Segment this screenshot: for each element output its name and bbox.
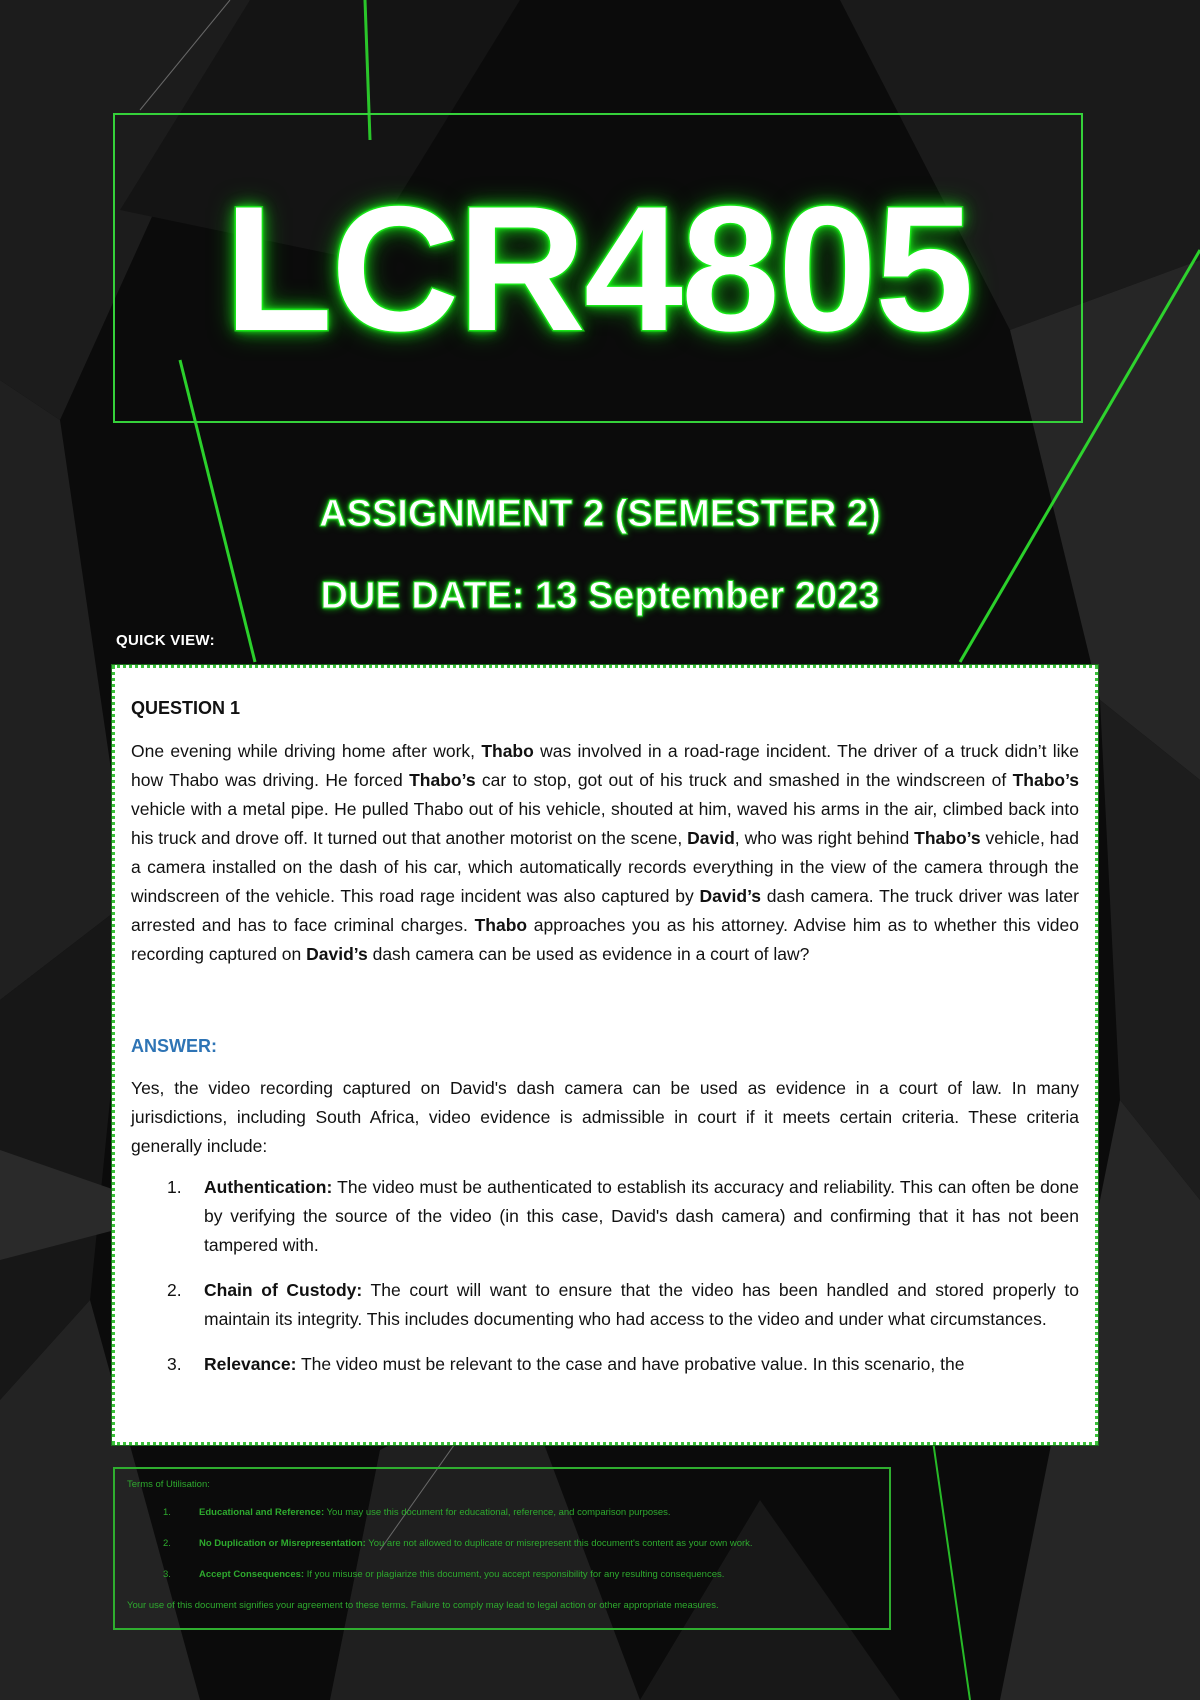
course-code-title: LCR4805: [224, 168, 972, 368]
criteria-item: [131, 1173, 1079, 1260]
terms-text: You are not allowed to duplicate or misrepresent this document's content as your own work.: [365, 1538, 753, 1549]
question-text-run: approaches you as his attorney. Advise him as to whether this video recording captured on: [131, 915, 1080, 964]
question-text-run: was involved in a road-rage incident. The driver of a truck didn’t like how Thabo was driving. He forced: [131, 741, 1080, 790]
terms-item: [127, 1538, 877, 1549]
assignment-title: ASSIGNMENT 2 (SEMESTER 2): [319, 493, 881, 535]
terms-item: [127, 1507, 877, 1518]
question-name-bold: David: [687, 828, 735, 848]
question-name-bold: Thabo’s: [1012, 770, 1080, 790]
terms-number: 1.: [163, 1507, 171, 1518]
criteria-label: Chain of Custody:: [204, 1280, 363, 1300]
terms-label: Accept Consequences:: [199, 1569, 305, 1580]
criteria-number: 1.: [167, 1177, 182, 1197]
criteria-number: 3.: [167, 1354, 182, 1374]
question-heading: QUESTION 1: [131, 698, 241, 718]
terms-label: No Duplication or Misrepresentation:: [199, 1538, 366, 1549]
question-text-run: dash camera. The truck driver was later arrested and has to face criminal charges.: [131, 886, 1079, 935]
course-code-frame: [113, 113, 1083, 423]
terms-text: If you misuse or plagiarize this document, you accept responsibility for any resulting consequences.: [304, 1569, 725, 1580]
terms-number: 2.: [163, 1538, 171, 1549]
question-name-bold: Thabo’s: [409, 770, 476, 790]
question-text-run: dash camera can be used as evidence in a court of law?: [367, 944, 810, 964]
question-text-run: , who was right behind: [734, 828, 915, 848]
question-text-run: car to stop, got out of his truck and smashed in the windscreen of: [475, 770, 1013, 790]
answer-heading: ANSWER:: [131, 1036, 217, 1056]
criteria-text: The court will want to ensure that the video has been handled and stored properly to maintain its integrity. This includes documenting who had access to the video and under what circumstances.: [204, 1280, 1079, 1329]
quick-view-label: QUICK VIEW:: [116, 632, 215, 649]
terms-text: You may use this document for educational, reference, and comparison purposes.: [324, 1507, 671, 1518]
criteria-label: Relevance:: [204, 1354, 297, 1374]
terms-label: Educational and Reference:: [199, 1507, 325, 1518]
preview-panel: [112, 665, 1098, 1445]
terms-item: [127, 1569, 877, 1580]
terms-list: [127, 1507, 877, 1580]
criteria-list: [131, 1173, 1079, 1379]
question-name-bold: David’s: [699, 886, 762, 906]
criteria-text: The video must be authenticated to establish its accuracy and reliability. This can often be done by verifying the source of the video (in this case, David's dash camera) and confirming that it has not been tampered with.: [204, 1177, 1079, 1255]
answer-intro: Yes, the video recording captured on David's dash camera can be used as evidence in a court of law. In many jurisdictions, including South Africa, video evidence is admissible in court if it meets certain criteria. These criteria generally include:: [131, 1078, 1079, 1156]
criteria-text: The video must be relevant to the case and have probative value. In this scenario, the: [296, 1354, 965, 1374]
criteria-number: 2.: [167, 1280, 182, 1300]
question-text-run: vehicle with a metal pipe. He pulled Thabo out of his vehicle, shouted at him, waved his arms in the air, climbed back into his truck and drove off. It turned out that another motorist on the scene,: [131, 799, 1079, 848]
terms-title: Terms of Utilisation:: [127, 1479, 210, 1490]
terms-box: [113, 1467, 891, 1630]
question-name-bold: Thabo: [481, 741, 534, 761]
criteria-item: [131, 1350, 1079, 1379]
question-name-bold: Thabo: [474, 915, 528, 935]
question-text: [131, 737, 1079, 969]
question-text-run: vehicle, had a camera installed on the dash of his car, which automatically records everything in the view of the camera through the windscreen of the vehicle. This road rage incident was also captured by: [131, 828, 1079, 906]
criteria-item: [131, 1276, 1079, 1334]
question-text-run: One evening while driving home after work,: [131, 741, 482, 761]
terms-footer: Your use of this document signifies your agreement to these terms. Failure to comply may lead to legal action or other appropriate measures.: [127, 1600, 719, 1611]
due-date: DUE DATE: 13 September 2023: [320, 575, 880, 617]
question-name-bold: Thabo’s: [914, 828, 981, 848]
question-name-bold: David’s: [306, 944, 368, 964]
terms-number: 3.: [163, 1569, 171, 1580]
criteria-label: Authentication:: [204, 1177, 333, 1197]
